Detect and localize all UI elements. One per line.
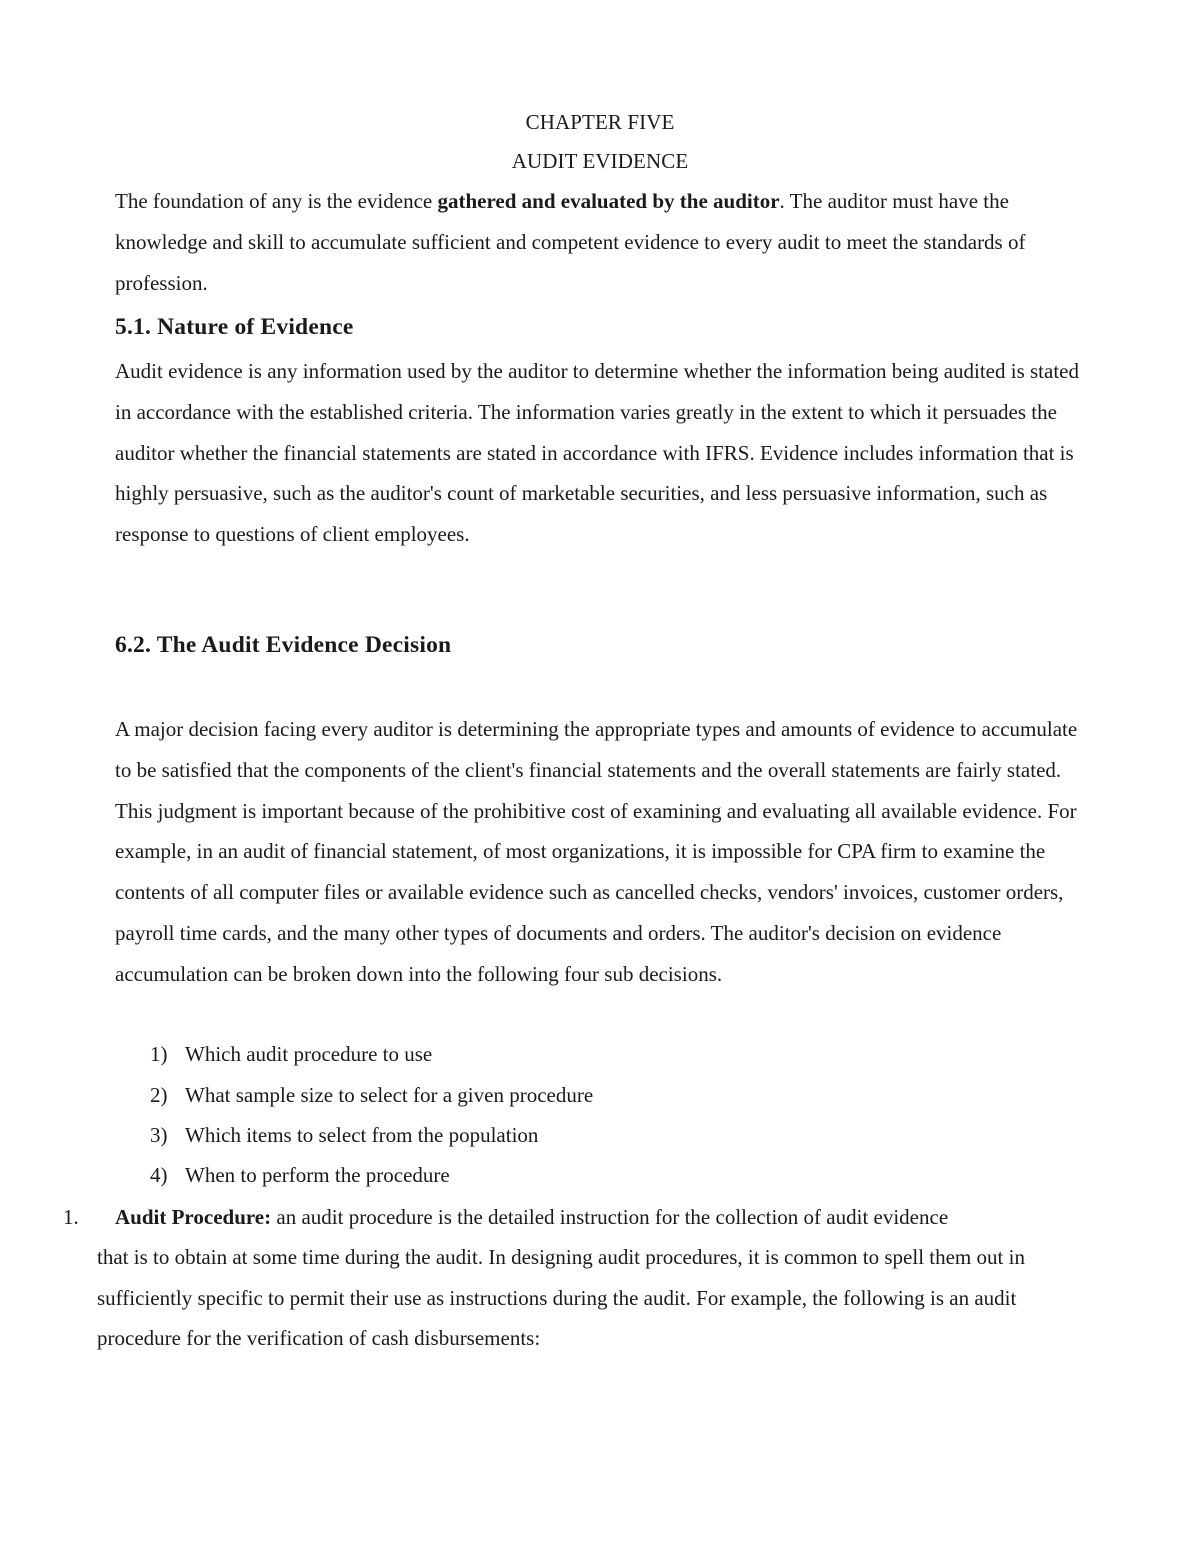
sub-decision-item [150,1041,432,1067]
sub-decision-text: When to perform the procedure [185,1163,450,1187]
chapter-label: CHAPTER FIVE [525,110,675,134]
chapter-title: AUDIT EVIDENCE [511,149,689,173]
numbered-point-continuation: that is to obtain at some time during the audit. In designing audit procedures, it is common to spell them out in sufficiently specific to permit their use as instructions during the audit. For example, the following is an audit procedure for the verification of cash disbursements: [97,1245,1025,1350]
sub-decision-number: 4) [150,1163,168,1187]
sub-decision-number: 2) [150,1083,168,1107]
intro-text-part1: The foundation of any is the evidence [115,189,438,213]
sub-decision-text: Which audit procedure to use [185,1042,433,1066]
numbered-point-label: Audit Procedure: [115,1205,272,1229]
numbered-point-first-line [63,1204,948,1230]
section-heading-nature-of-evidence: 5.1. Nature of Evidence [115,314,354,340]
sub-decision-number: 3) [150,1123,168,1147]
sub-decision-item [150,1162,450,1188]
sub-decision-item [150,1082,593,1108]
sub-decision-text: What sample size to select for a given procedure [185,1083,594,1107]
audit-evidence-decision-paragraph: A major decision facing every auditor is determining the appropriate types and amounts of evidence to accumulate to be satisfied that the components of the client's financial statements and the overall statements are fairly stated. This judgment is important because of the prohibitive cost of examining and evaluating all available evidence. For example, in an audit of financial statement, of most organizations, it is impossible for CPA firm to examine the contents of all computer files or available evidence such as cancelled checks, vendors' invoices, customer orders, payroll time cards, and the many other types of documents and orders. The auditor's decision on evidence accumulation can be broken down into the following four sub decisions. [115,717,1078,986]
sub-decision-item [150,1122,538,1148]
nature-of-evidence-paragraph: Audit evidence is any information used by the auditor to determine whether the information being audited is stated in accordance with the established criteria. The information varies greatly in the extent to which it persuades the auditor whether the financial statements are stated in accordance with IFRS. Evidence includes information that is highly persuasive, such as the auditor's count of marketable securities, and less persuasive information, such as response to questions of client employees. [115,359,1079,547]
intro-text-part2: . The auditor must have the knowledge and skill to accumulate sufficient and competent evidence to every audit to meet the standards of profession. [115,189,1026,295]
numbered-point-number: 1. [63,1205,79,1229]
intro-paragraph [115,181,1085,303]
numbered-point-first-line-text: an audit procedure is the detailed instruction for the collection of audit evidence [271,1205,949,1229]
sub-decision-text: Which items to select from the population [185,1123,539,1147]
section-heading-audit-evidence-decision: 6.2. The Audit Evidence Decision [115,632,452,658]
intro-bold-text: gathered and evaluated by the auditor [437,189,780,213]
sub-decision-number: 1) [150,1042,168,1066]
